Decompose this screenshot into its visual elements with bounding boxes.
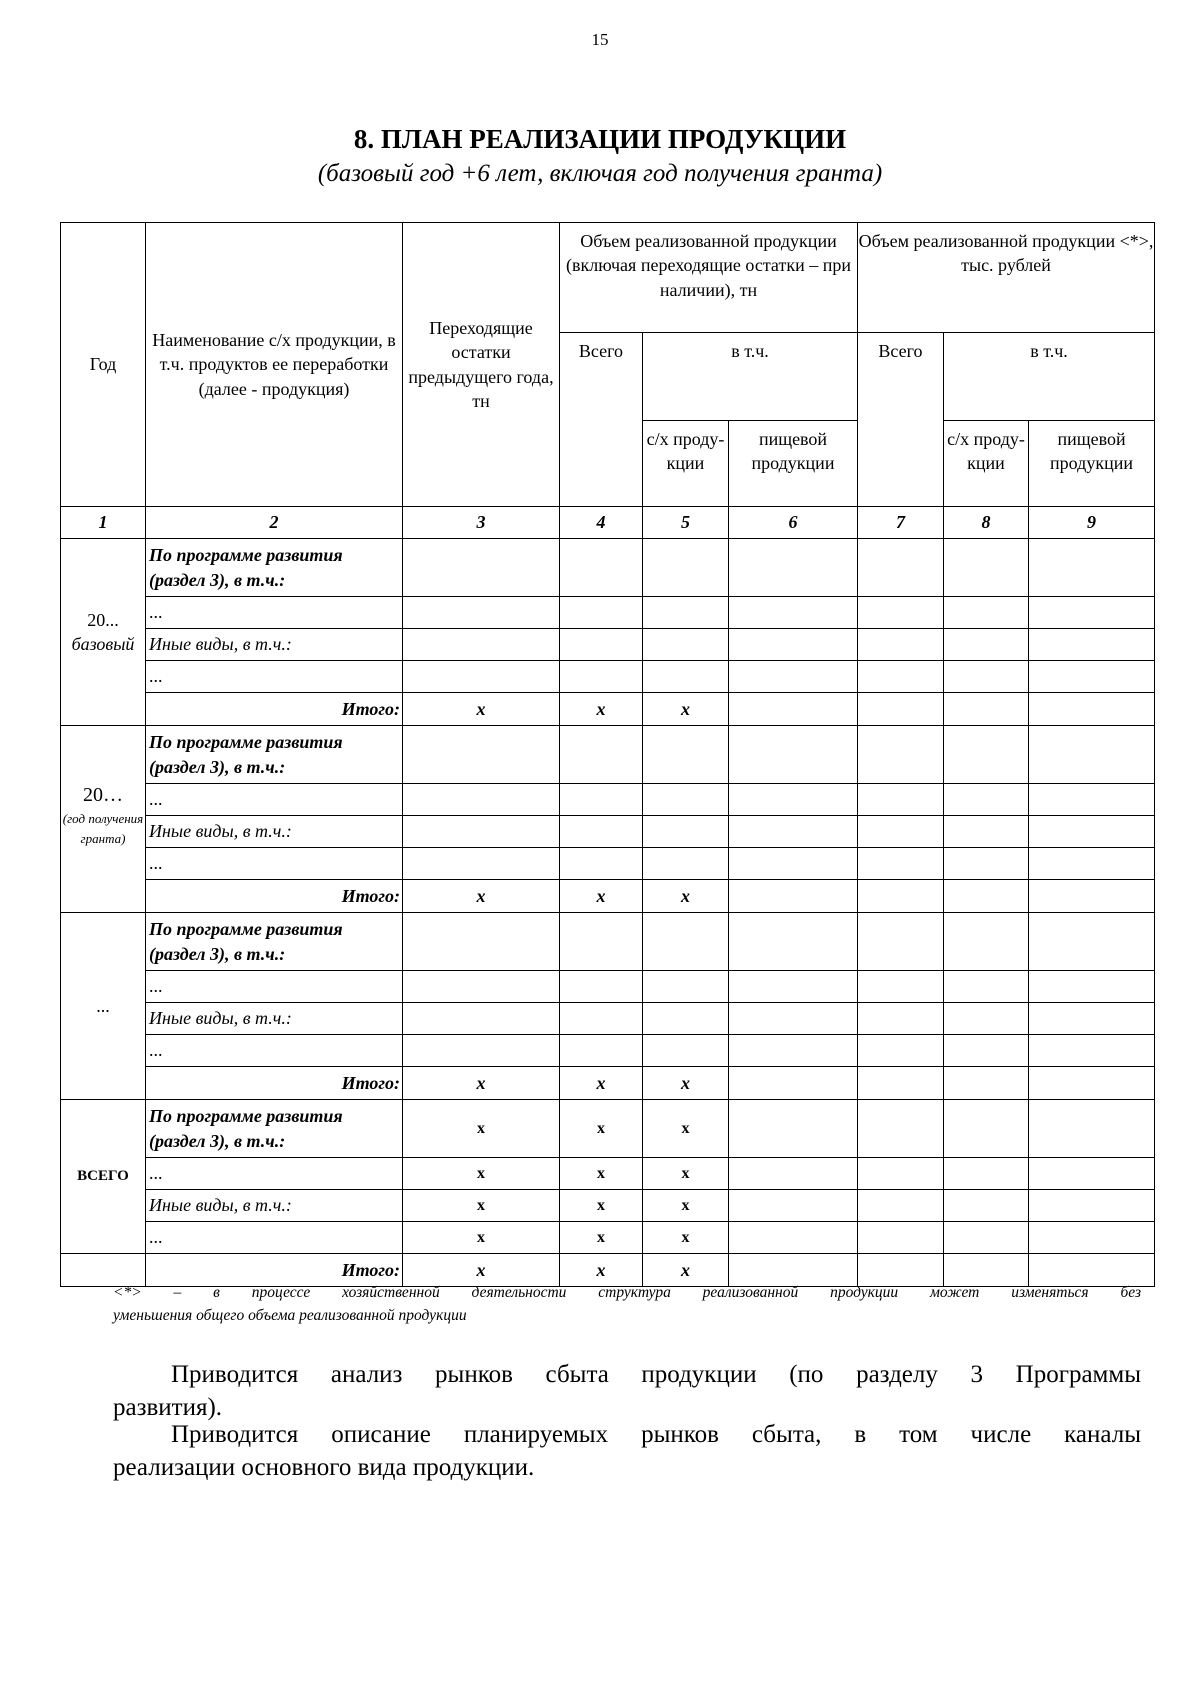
- table-row: [61, 913, 1155, 971]
- column-number: 7: [858, 507, 944, 539]
- header-volume-tn: Объем реализованной продукции (включая переходящие остатки – при наличии), тн: [560, 223, 858, 333]
- header-total-rub: Всего: [858, 333, 944, 507]
- year-cell-base: [61, 539, 146, 726]
- x-mark: x: [643, 693, 729, 726]
- header-year: Год: [61, 223, 146, 507]
- header-carryover: Переходящие остатки предыдущего года, тн: [403, 223, 560, 507]
- table-row: [61, 661, 1155, 693]
- table-row: [61, 1003, 1155, 1035]
- x-mark: x: [643, 1067, 729, 1100]
- x-mark: x: [403, 1100, 560, 1158]
- x-mark: x: [560, 693, 643, 726]
- year-cell-grant: [61, 726, 146, 913]
- column-numbers-row: [61, 507, 1155, 539]
- table-row: [61, 784, 1155, 816]
- table-row: [61, 597, 1155, 629]
- x-mark: x: [403, 880, 560, 913]
- x-mark: x: [560, 1067, 643, 1100]
- row-label-ellipsis: ...: [146, 784, 403, 816]
- year-note: базовый: [71, 634, 135, 654]
- row-label-ellipsis: ...: [146, 848, 403, 880]
- paragraph-market-analysis: [113, 1359, 1141, 1424]
- row-label-ellipsis: ...: [146, 661, 403, 693]
- header-volume-rub: Объем реализованной продукции <*>, тыс. рублей: [858, 223, 1155, 333]
- column-number: 4: [560, 507, 643, 539]
- x-mark: x: [643, 1158, 729, 1190]
- x-mark: x: [403, 1067, 560, 1100]
- column-number: 3: [403, 507, 560, 539]
- x-mark: x: [403, 1190, 560, 1222]
- row-label-ellipsis: ...: [146, 597, 403, 629]
- row-label-ellipsis: ...: [146, 1158, 403, 1190]
- header-agri-rub: с/х проду-кции: [944, 421, 1029, 507]
- paragraph-line: Приводится анализ рынков сбыта продукции (по разделу 3 Программы: [171, 1361, 1141, 1388]
- table-row: [61, 1100, 1155, 1158]
- table-row: [61, 848, 1155, 880]
- x-mark: x: [560, 1158, 643, 1190]
- table-row: [61, 1067, 1155, 1100]
- row-label-total: Итого:: [146, 880, 403, 913]
- row-label-other: Иные виды, в т.ч.:: [146, 1003, 403, 1035]
- column-number: 1: [61, 507, 146, 539]
- column-number: 5: [643, 507, 729, 539]
- x-mark: x: [560, 1190, 643, 1222]
- row-label-program: По программе развития (раздел 3), в т.ч.:: [146, 1100, 403, 1158]
- table-row: [61, 539, 1155, 597]
- paragraph-line: Приводится описание планируемых рынков сбыта, в том числе каналы: [171, 1421, 1141, 1448]
- header-food-rub: пищевой продукции: [1029, 421, 1155, 507]
- row-label-ellipsis: ...: [146, 1222, 403, 1254]
- x-mark: x: [560, 1254, 643, 1287]
- row-label-total: Итого:: [146, 1067, 403, 1100]
- header-name: Наименование с/х продукции, в т.ч. продуктов ее переработки (далее - продукция): [146, 223, 403, 507]
- year-note: (год получения гранта): [62, 811, 144, 846]
- x-mark: x: [643, 1190, 729, 1222]
- year-value: ...: [96, 995, 110, 1016]
- year-cell-total: ВСЕГО: [61, 1100, 146, 1254]
- year-value: 20…: [83, 784, 123, 806]
- page-number: 15: [591, 30, 609, 49]
- footnote: <*> – в процессе хозяйственной деятельности структура реализованной продукции может изменяться без: [113, 1284, 1141, 1301]
- row-label-ellipsis: ...: [146, 1035, 403, 1067]
- x-mark: x: [643, 1100, 729, 1158]
- column-number: 6: [729, 507, 858, 539]
- footnote-continuation: уменьшения общего объема реализованной продукции: [113, 1307, 467, 1324]
- table-row: [61, 693, 1155, 726]
- x-mark: x: [403, 693, 560, 726]
- table-row: [61, 971, 1155, 1003]
- paragraph-line: развития).: [113, 1393, 223, 1421]
- row-label-program: По программе развития (раздел 3), в т.ч.:: [146, 913, 403, 971]
- x-mark: x: [403, 1222, 560, 1254]
- header-incl-rub: в т.ч.: [944, 333, 1155, 421]
- header-total-tn: Всего: [560, 333, 643, 507]
- row-label-other: Иные виды, в т.ч.:: [146, 1190, 403, 1222]
- row-label-total: Итого:: [146, 1254, 403, 1287]
- header-incl-tn: в т.ч.: [643, 333, 858, 421]
- x-mark: x: [403, 1254, 560, 1287]
- table-row: [61, 1158, 1155, 1190]
- section-title: 8. ПЛАН РЕАЛИЗАЦИИ ПРОДУКЦИИ: [353, 124, 847, 154]
- x-mark: x: [560, 880, 643, 913]
- header-agri-tn: с/х проду-кции: [643, 421, 729, 507]
- row-label-other: Иные виды, в т.ч.:: [146, 816, 403, 848]
- row-label-program: По программе развития (раздел 3), в т.ч.:: [146, 726, 403, 784]
- table-row: [61, 629, 1155, 661]
- paragraph-line: реализации основного вида продукции.: [113, 1453, 535, 1481]
- table-row: [61, 726, 1155, 784]
- x-mark: x: [643, 1222, 729, 1254]
- x-mark: x: [643, 1254, 729, 1287]
- column-number: 9: [1029, 507, 1155, 539]
- x-mark: x: [643, 880, 729, 913]
- table-row: [61, 816, 1155, 848]
- year-value: 20...: [87, 609, 119, 630]
- paragraph-market-description: [113, 1419, 1141, 1484]
- x-mark: x: [560, 1100, 643, 1158]
- row-label-other: Иные виды, в т.ч.:: [146, 629, 403, 661]
- table-row: [61, 1190, 1155, 1222]
- section-subtitle: (базовый год +6 лет, включая год получения гранта): [317, 160, 883, 187]
- row-label-program: По программе развития (раздел 3), в т.ч.:: [146, 539, 403, 597]
- header-food-tn: пищевой продукции: [729, 421, 858, 507]
- column-number: 2: [146, 507, 403, 539]
- table-row: [61, 1222, 1155, 1254]
- x-mark: x: [403, 1158, 560, 1190]
- year-cell-further: [61, 913, 146, 1100]
- row-label-total: Итого:: [146, 693, 403, 726]
- sales-plan-table: [60, 222, 1155, 1287]
- table-row: [61, 880, 1155, 913]
- row-label-ellipsis: ...: [146, 971, 403, 1003]
- x-mark: x: [560, 1222, 643, 1254]
- column-number: 8: [944, 507, 1029, 539]
- table-row: [61, 1035, 1155, 1067]
